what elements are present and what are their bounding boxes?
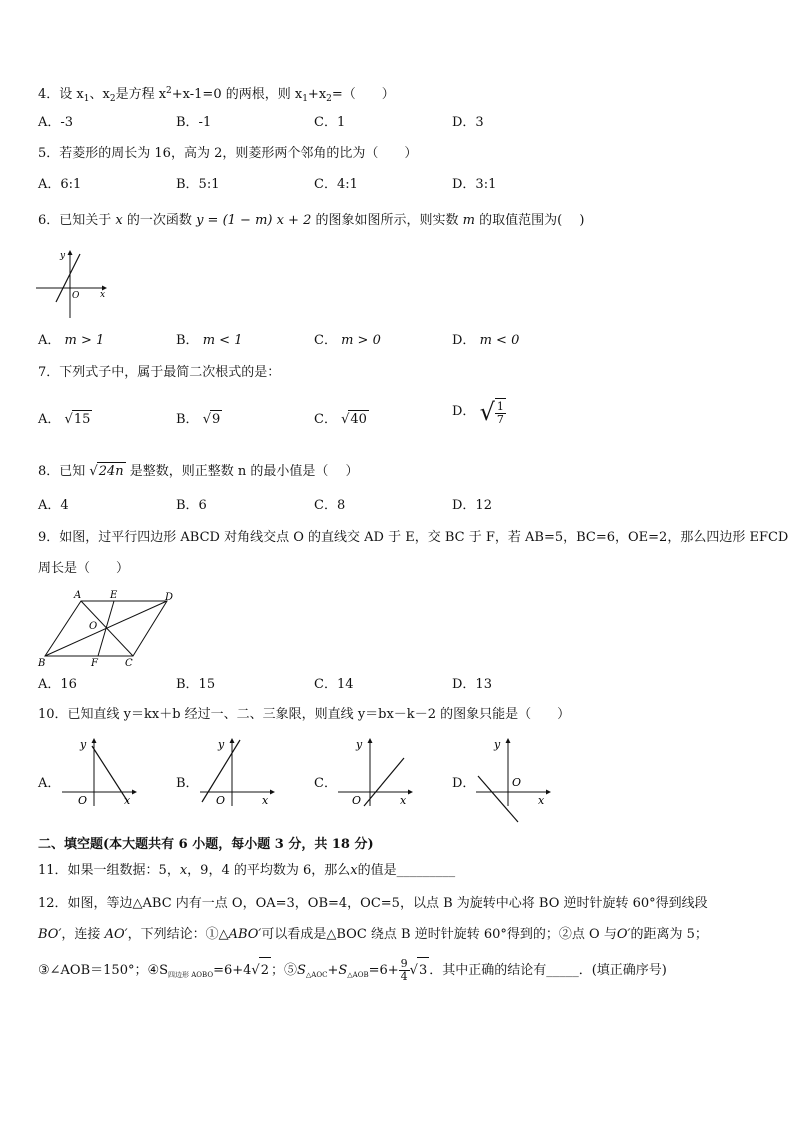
q10-option-a[interactable]: A． — [38, 776, 61, 791]
q6-option-a[interactable]: A． m > 1 — [38, 333, 105, 348]
y-label: y — [218, 738, 225, 751]
line-graph — [92, 746, 128, 802]
q9-stem-line1: 9．如图，过平行四边形 ABCD 对角线交点 O 的直线交 AD 于 E，交 BC 于 F，若 AB=5，BC=6，OE=2，那么四边形 EFCD — [38, 530, 789, 545]
q10-graph-b — [198, 736, 278, 808]
y-axis-arrow-icon — [506, 738, 511, 743]
q10-option-c[interactable]: C． — [314, 776, 337, 791]
x-axis-arrow-icon — [132, 790, 137, 795]
q6-function-graph — [36, 246, 110, 322]
q9-stem-line2: 周长是（ ） — [38, 561, 130, 576]
q5-stem: 5．若菱形的周长为 16，高为 2，则菱形两个邻角的比为（ ） — [38, 146, 418, 161]
q5-option-a[interactable]: A．6:1 — [38, 177, 82, 192]
origin-label: O — [216, 794, 226, 807]
y-label: y — [494, 738, 501, 751]
q5-option-c[interactable]: C．4:1 — [314, 177, 358, 192]
q7-option-c[interactable]: C． √40 — [314, 412, 367, 427]
label-d: D — [165, 592, 174, 603]
x-label: x — [262, 794, 269, 807]
q8-stem: 8．已知 √24n 是整数，则正整数 n 的最小值是（ ） — [38, 464, 359, 479]
q6-option-c[interactable]: C． m > 0 — [314, 333, 381, 348]
y-axis-arrow-icon — [92, 738, 97, 743]
section-heading: 二、填空题(本大题共有 6 小题，每小题 3 分，共 18 分) — [38, 837, 374, 852]
y-label: y — [356, 738, 363, 751]
q9-parallelogram-figure — [36, 588, 181, 668]
label-a: A — [74, 590, 82, 601]
line-ef — [98, 601, 114, 656]
q5-option-d[interactable]: D．3:1 — [452, 177, 497, 192]
q9-option-a[interactable]: A．16 — [38, 677, 77, 692]
q5-option-b[interactable]: B．5:1 — [176, 177, 220, 192]
q6-stem: 6．已知关于 x 的一次函数 y = (1 − m) x + 2 的图象如图所示，则实数 m 的取值范围为( ) — [38, 213, 585, 228]
q7-option-d[interactable]: D． √ $\frac{1}{7}$ — [452, 398, 504, 426]
radical-sign-icon: √ — [479, 398, 495, 426]
label-o: O — [89, 621, 98, 632]
q12-line1: 12．如图，等边△ABC 内有一点 O，OA=3，OB=4，OC=5，以点 B 为旋转中心将 BO 逆时针旋转 60°得到线段 — [38, 896, 708, 911]
q10-option-d[interactable]: D． — [452, 776, 476, 791]
q7-stem: 7．下列式子中，属于最简二次根式的是： — [38, 365, 281, 380]
y-axis-arrow-icon — [68, 250, 73, 255]
q6-option-b[interactable]: B． m < 1 — [176, 333, 243, 348]
y-axis-arrow-icon — [230, 738, 235, 743]
label-f: F — [91, 658, 98, 669]
label-e: E — [110, 590, 118, 601]
x-label: x — [124, 794, 131, 807]
x-label: x — [100, 290, 106, 300]
q9-option-d[interactable]: D．13 — [452, 677, 492, 692]
q7-option-a[interactable]: A． √15 — [38, 412, 91, 427]
q9-option-b[interactable]: B．15 — [176, 677, 216, 692]
q12-line2: BO′，连接 AO′，下列结论：①△ABO′可以看成是△BOC 绕点 B 逆时针旋转 60°得到的；②点 O 与O′的距离为 5； — [38, 927, 708, 942]
q11-stem: 11．如果一组数据：5，x，9，4 的平均数为 6，那么x的值是_________ — [38, 863, 456, 878]
q4-stem: 4．设 $x_1$、$x_2$是方程 $x^2+x-1=0$ 的两根，则 $x_1+x_2=$（ ） — [38, 86, 395, 104]
q7-option-b[interactable]: B． √9 — [176, 412, 221, 427]
x-label: x — [400, 794, 407, 807]
label-b: B — [38, 658, 46, 669]
q10-option-b[interactable]: B． — [176, 776, 199, 791]
q4-option-a[interactable]: A．-3 — [38, 115, 74, 130]
q10-graph-d — [474, 736, 554, 826]
origin-label: O — [512, 776, 522, 789]
x-axis-arrow-icon — [408, 790, 413, 795]
q8-option-a[interactable]: A．4 — [38, 498, 69, 513]
q10-stem: 10．已知直线 y＝kx＋b 经过一、二、三象限，则直线 y＝bx－k－2 的图象只能是（ ） — [38, 707, 571, 722]
origin-label: O — [352, 794, 362, 807]
q8-option-c[interactable]: C．8 — [314, 498, 346, 513]
q4-option-b[interactable]: B．-1 — [176, 115, 212, 130]
y-axis-arrow-icon — [368, 738, 373, 743]
q4-option-d[interactable]: D．3 — [452, 115, 484, 130]
q4-option-c[interactable]: C．1 — [314, 115, 346, 130]
q10-graph-c — [336, 736, 416, 808]
q8-option-d[interactable]: D．12 — [452, 498, 492, 513]
origin-label: O — [72, 291, 80, 301]
q6-option-d[interactable]: D． m < 0 — [452, 333, 520, 348]
x-axis-arrow-icon — [546, 790, 551, 795]
q8-option-b[interactable]: B．6 — [176, 498, 207, 513]
q12-line3: ③∠AOB＝150°；$④S_{四边形 AOBO}=6+4√2$ ；$⑤S_{\triangle AOC}+S_{\triangle AOB}=6+$ $\frac{9}{4}$ √3 ．其中正确的结论有_____．(填正确序号) — [38, 957, 667, 983]
y-label: y — [60, 251, 66, 261]
x-label: x — [538, 794, 545, 807]
origin-label: O — [78, 794, 88, 807]
x-axis-arrow-icon — [270, 790, 275, 795]
label-c: C — [125, 658, 133, 669]
q9-option-c[interactable]: C．14 — [314, 677, 354, 692]
q10-graph-a — [60, 736, 140, 808]
y-label: y — [80, 738, 87, 751]
